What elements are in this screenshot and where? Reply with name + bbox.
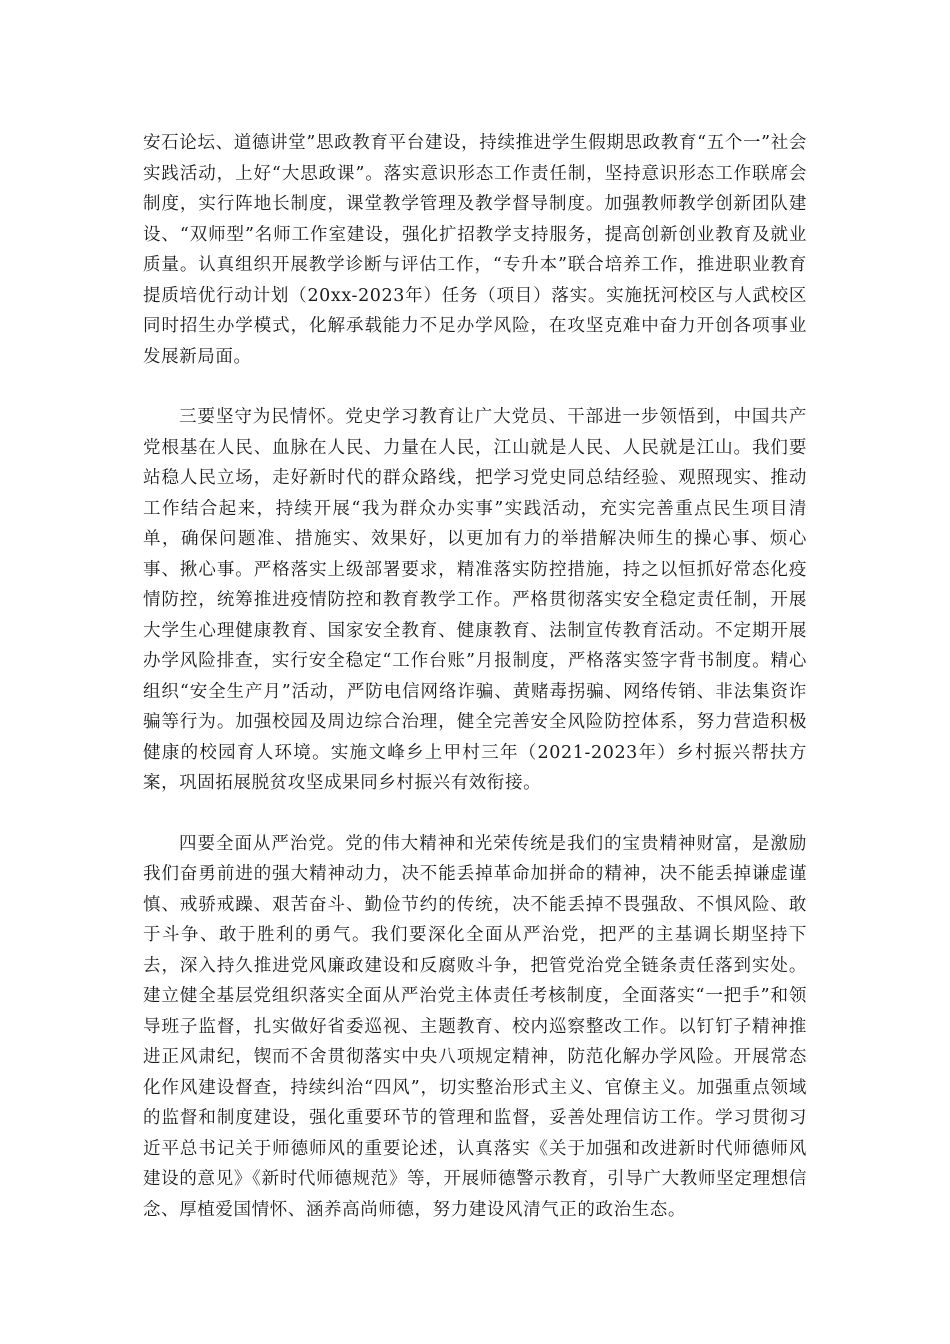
paragraph-serve-people: 三要坚守为民情怀。党史学习教育让广大党员、干部进一步领悟到，中国共产党根基在人民、血脉在人民、力量在人民，江山就是人民、人民就是江山。我们要站稳人民立场，走好新时代的群众路线，把学习党史同总结经验、观照现实、推动工作结合起来，持续开展“我为群众办实事”实践活动，充实完善重点民生项目清单，确保问题准、措施实、效果好，以更加有力的举措解决师生的操心事、烦心事、揪心事。严格落实上级部署要求，精准落实防控措施，持之以恒抓好常态化疫情防控，统筹推进疫情防控和教育教学工作。严格贯彻落实安全稳定责任制，开展大学生心理健康教育、国家安全教育、健康教育、法制宣传教育活动。不定期开展办学风险排查，实行安全稳定“工作台账”月报制度，严格落实签字背书制度。精心组织“安全生产月”活动，严防电信网络诈骗、黄赌毒拐骗、网络传销、非法集资诈骗等行为。加强校园及周边综合治理，健全完善安全风险防控体系，努力营造积极健康的校园育人环境。实施文峰乡上甲村三年（2021-2023年）乡村振兴帮扶方案，巩固拓展脱贫攻坚成果同乡村振兴有效衔接。 (143, 407, 807, 793)
document-body (143, 128, 807, 1225)
paragraph-continuation: 安石论坛、道德讲堂”思政教育平台建设，持续推进学生假期思政教育“五个一”社会实践活动，上好“大思政课”。落实意识形态工作责任制，坚持意识形态工作联席会制度，实行阵地长制度，课堂教学管理及教学督导制度。加强教师教学创新团队建设、“双师型”名师工作室建设，强化扩招教学支持服务，提高创新创业教育及就业质量。认真组织开展教学诊断与评估工作，“专升本”联合培养工作，推进职业教育提质培优行动计划（20xx-2023年）任务（项目）落实。实施抚河校区与人武校区同时招生办学模式，化解承载能力不足办学风险，在攻坚克难中奋力开创各项事业发展新局面。 (143, 133, 807, 367)
paragraph-strict-governance: 四要全面从严治党。党的伟大精神和光荣传统是我们的宝贵精神财富，是激励我们奋勇前进的强大精神动力，决不能丢掉革命加拼命的精神，决不能丢掉谦虚谨慎、戒骄戒躁、艰苦奋斗、勤俭节约的传统，决不能丢掉不畏强敌、不惧风险、敢于斗争、敢于胜利的勇气。我们要深化全面从严治党，把严的主基调长期坚持下去，深入持久推进党风廉政建设和反腐败斗争，把管党治党全链条责任落到实处。建立健全基层党组织落实全面从严治党主体责任考核制度，全面落实“一把手”和领导班子监督，扎实做好省委巡视、主题教育、校内巡察整改工作。以钉钉子精神推进正风肃纪，锲而不舍贯彻落实中央八项规定精神，防范化解办学风险。开展常态化作风建设督查，持续纠治“四风”，切实整治形式主义、官僚主义。加强重点领域的监督和制度建设，强化重要环节的管理和监督，妥善处理信访工作。学习贯彻习近平总书记关于师德师风的重要论述，认真落实《关于加强和改进新时代师德师风建设的意见》《新时代师德规范》等，开展师德警示教育，引导广大教师坚定理想信念、厚植爱国情怀、涵养高尚师德，努力建设风清气正的政治生态。 (143, 833, 807, 1220)
